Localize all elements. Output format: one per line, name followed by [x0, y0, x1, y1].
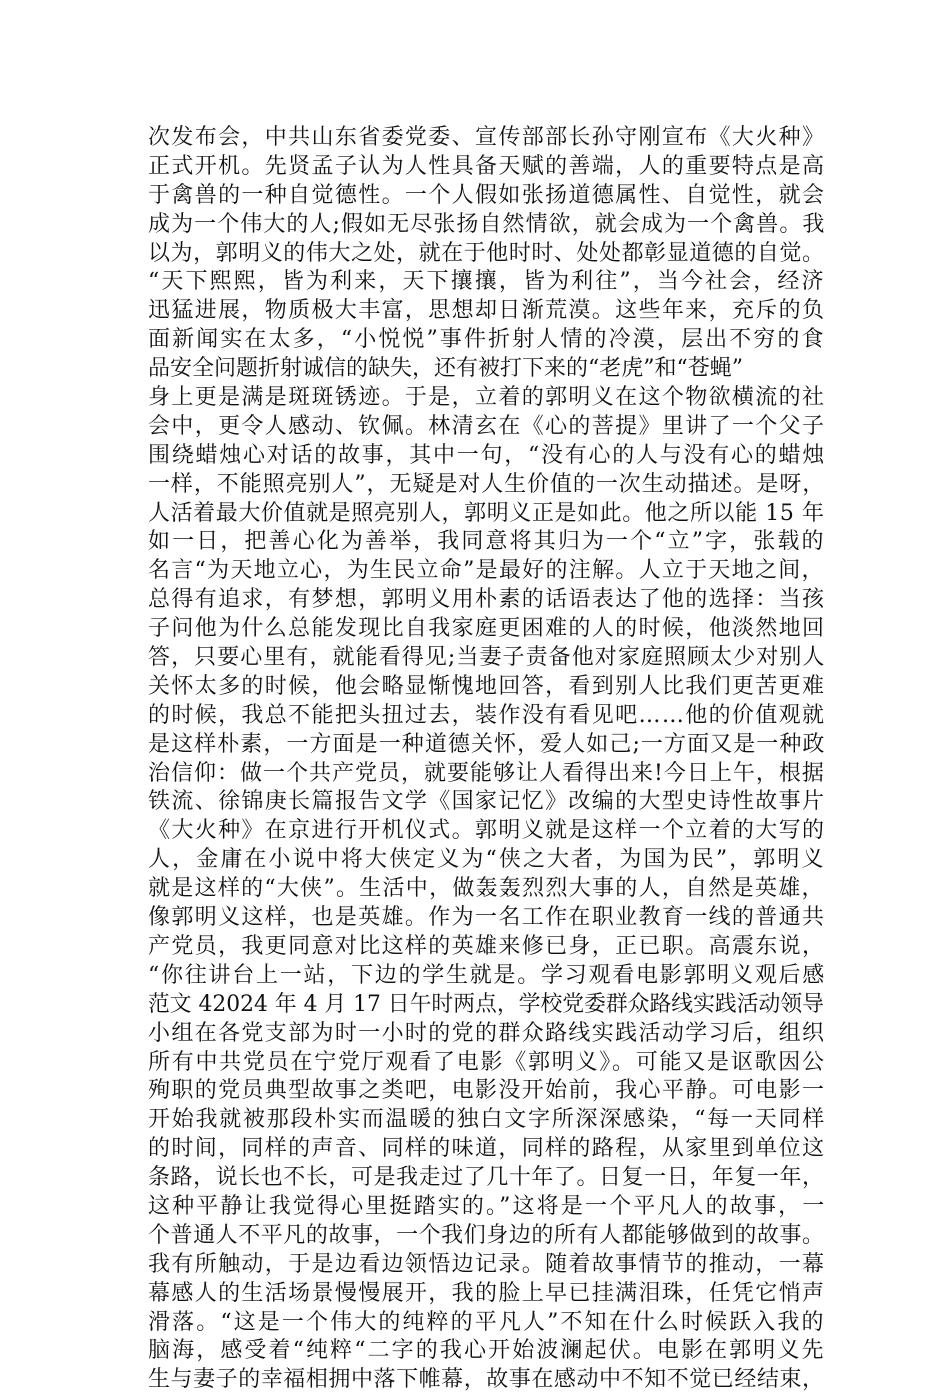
text-line: 脑海，感受着“纯粹“二字的我心开始波澜起伏。电影在郭明义先: [148, 1338, 826, 1364]
text-line: 的时间，同样的声音、同样的味道，同样的路程，从家里到单位这: [148, 1136, 826, 1162]
text-line: 我有所触动，于是边看边领悟边记录。随着故事情节的推动，一幕: [148, 1251, 826, 1277]
text-line: 身上更是满是斑斑锈迹。于是，立着的郭明义在这个物欲横流的社: [148, 385, 826, 411]
text-line: 范文 42024 年 4 月 17 日午时两点，学校党委群众路线实践活动领导: [148, 991, 824, 1017]
text-line: 围绕蜡烛心对话的故事，其中一句，“没有心的人与没有心的蜡烛: [148, 442, 826, 468]
text-line: 人活着最大价值就是照亮别人，郭明义正是如此。他之所以能 15 年: [148, 500, 825, 526]
text-line: 殉职的党员典型故事之类吧，电影没开始前，我心平静。可电影一: [148, 1078, 826, 1104]
text-line: 人，金庸在小说中将大侠定义为“侠之大者，为国为民”，郭明义: [148, 847, 826, 873]
text-line: “你往讲台上一站，下边的学生就是。学习观看电影郭明义观后感: [148, 962, 826, 988]
text-line: 名言“为天地立心，为生民立命”是最好的注解。人立于天地之间，: [148, 558, 825, 584]
text-line: 成为一个伟大的人;假如无尽张扬自然情欲，就会成为一个禽兽。我: [148, 211, 826, 237]
text-line: 总得有追求，有梦想，郭明义用朴素的话语表达了他的选择：当孩: [148, 587, 826, 613]
text-line: 子问他为什么总能发现比自我家庭更困难的人的时候，他淡然地回: [148, 616, 826, 642]
text-line: 所有中共党员在宁党厅观看了电影《郭明义》。可能又是讴歌因公: [148, 1049, 826, 1075]
text-line: 是这样朴素，一方面是一种道德关怀，爱人如己;一方面又是一种政: [148, 731, 826, 757]
body-text: [148, 124, 827, 1395]
text-line: 铁流、徐锦庚长篇报告文学《国家记忆》改编的大型史诗性故事片: [148, 789, 826, 815]
text-line: 以为，郭明义的伟大之处，就在于他时时、处处都彰显道德的自觉。: [148, 240, 825, 266]
text-line: 于禽兽的一种自觉德性。一个人假如张扬道德属性、自觉性，就会: [148, 182, 826, 208]
text-line: 面新闻实在太多，“小悦悦”事件折射人情的冷漠，层出不穷的食: [148, 327, 826, 353]
text-line: 会中，更令人感动、钦佩。林清玄在《心的菩提》里讲了一个父子: [148, 413, 826, 439]
text-line: 条路，说长也不长，可是我走过了几十年了。日复一日，年复一年，: [148, 1165, 825, 1191]
text-line: 幕感人的生活场景慢慢展开，我的脸上早已挂满泪珠，任凭它悄声: [148, 1280, 826, 1306]
text-line: 开始我就被那段朴实而温暖的独白文字所深深感染，“每一天同样: [148, 1107, 826, 1133]
text-line: 答，只要心里有，就能看得见;当妻子责备他对家庭照顾太少对别人: [148, 645, 826, 671]
text-line: 滑落。“这是一个伟大的纯粹的平凡人”不知在什么时候跃入我的: [148, 1309, 826, 1335]
text-line: 迅猛进展，物质极大丰富，思想却日渐荒漠。这些年来，充斥的负: [148, 298, 826, 324]
text-line: 次发布会，中共山东省委党委、宣传部部长孙守刚宣布《大火种》: [148, 125, 826, 150]
text-line: 小组在各党支部为时一小时的党的群众路线实践活动学习后，组织: [148, 1020, 826, 1046]
text-line: 产党员，我更同意对比这样的英雄来修已身，正已职。高震东说，: [148, 933, 826, 959]
text-line: 治信仰：做一个共产党员，就要能够让人看得出来!今日上午，根据: [148, 760, 825, 786]
text-line: 《大火种》在京进行开机仪式。郭明义就是这样一个立着的大写的: [148, 818, 826, 844]
text-line: 如一日，把善心化为善举，我同意将其归为一个“立”字，张载的: [148, 529, 826, 555]
text-line: 生与妻子的幸福相拥中落下帷幕，故事在感动中不知不觉已经结束，: [148, 1367, 825, 1393]
text-line: 关怀太多的时候，他会略显惭愧地回答，看到别人比我们更苦更难: [148, 673, 826, 699]
text-line: 的时候，我总不能把头扭过去，装作没有看见吧……他的价值观就: [148, 702, 826, 728]
text-line: 个普通人不平凡的故事，一个我们身边的所有人都能够做到的故事。: [148, 1222, 825, 1248]
text-line: 品安全问题折射诚信的缺失，还有被打下来的“老虎”和“苍蝇”: [148, 356, 743, 382]
text-line: 像郭明义这样，也是英雄。作为一名工作在职业教育一线的普通共: [148, 905, 826, 931]
text-line: “天下熙熙，皆为利来，天下攘攘，皆为利往”，当今社会，经济: [148, 269, 826, 295]
text-line: 正式开机。先贤孟子认为人性具备天赋的善端，人的重要特点是高: [148, 153, 826, 179]
text-line: 就是这样的“大侠”。生活中，做轰轰烈烈大事的人，自然是英雄，: [148, 876, 825, 902]
text-line: 一样，不能照亮别人”，无疑是对人生价值的一次生动描述。是呀，: [148, 471, 826, 497]
text-line: 这种平静让我觉得心里挺踏实的。”这将是一个平凡人的故事，一: [148, 1193, 827, 1219]
